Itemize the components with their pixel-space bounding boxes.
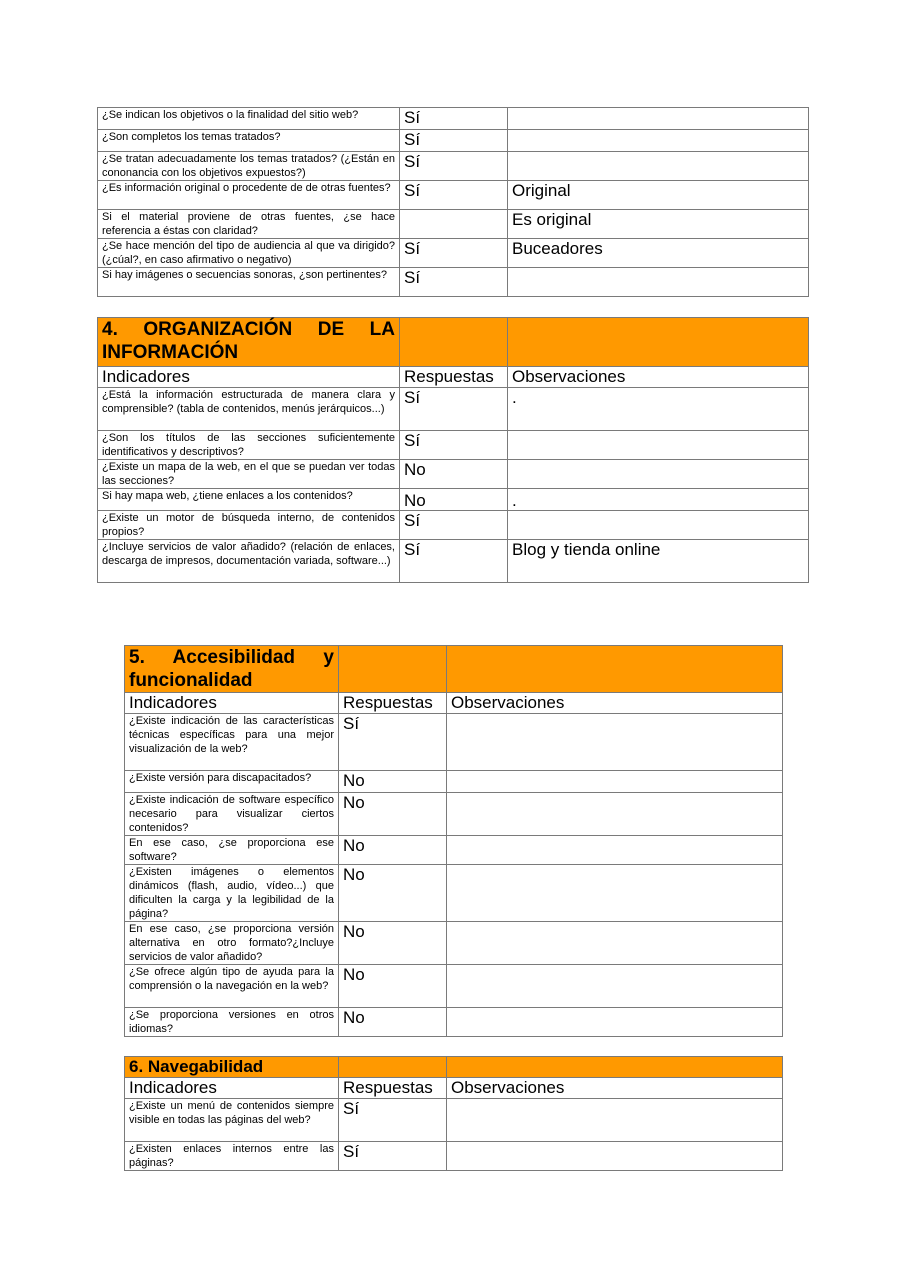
observation-cell: .	[508, 388, 809, 431]
answer-cell: No	[400, 460, 508, 489]
table-row	[125, 714, 783, 771]
indicator-cell: ¿Son completos los temas tratados?	[98, 130, 400, 152]
answer-cell: No	[339, 965, 447, 1008]
table-row	[98, 210, 809, 239]
table-row	[98, 239, 809, 268]
section-title-row	[98, 318, 809, 367]
observation-cell	[447, 1099, 783, 1142]
observation-cell	[508, 460, 809, 489]
answer-cell: Sí	[400, 540, 508, 583]
indicator-cell: ¿Existen enlaces internos entre las páginas?	[125, 1142, 339, 1171]
observation-cell	[508, 108, 809, 130]
table-row	[98, 511, 809, 540]
section5-table	[124, 645, 783, 1037]
header-indicators: Indicadores	[125, 693, 339, 714]
indicator-cell: ¿Existen imágenes o elementos dinámicos (flash, audio, vídeo...) que dificulten la carga y la legibilidad de la página?	[125, 865, 339, 922]
table-row	[98, 489, 809, 511]
answer-cell: Sí	[339, 1099, 447, 1142]
observation-cell	[447, 836, 783, 865]
title-blank-cell	[400, 318, 508, 367]
indicator-cell: ¿Existe un menú de contenidos siempre visible en todas las páginas del web?	[125, 1099, 339, 1142]
indicator-cell: Si el material proviene de otras fuentes, ¿se hace referencia a éstas con claridad?	[98, 210, 400, 239]
table-row	[125, 865, 783, 922]
answer-cell: Sí	[400, 511, 508, 540]
answer-cell: No	[400, 489, 508, 511]
header-observations: Observaciones	[447, 693, 783, 714]
indicator-cell: ¿Es información original o procedente de de otras fuentes?	[98, 181, 400, 210]
observation-cell	[508, 268, 809, 297]
table-row	[125, 922, 783, 965]
header-row	[98, 367, 809, 388]
table-row	[98, 431, 809, 460]
answer-cell: No	[339, 922, 447, 965]
indicator-cell: ¿Se tratan adecuadamente los temas tratados? (¿Están en cononancia con los objetivos expuestos?)	[98, 152, 400, 181]
answer-cell: Sí	[339, 1142, 447, 1171]
header-answers: Respuestas	[339, 1078, 447, 1099]
section3-table	[97, 107, 809, 297]
answer-cell: No	[339, 836, 447, 865]
observation-cell: Blog y tienda online	[508, 540, 809, 583]
observation-cell: Original	[508, 181, 809, 210]
table-row	[125, 793, 783, 836]
table-row	[98, 460, 809, 489]
answer-cell: Sí	[400, 130, 508, 152]
answer-cell: No	[339, 865, 447, 922]
observation-cell	[447, 1008, 783, 1037]
answer-cell: No	[339, 793, 447, 836]
section4-table	[97, 317, 809, 583]
table-row	[125, 965, 783, 1008]
table-row	[98, 152, 809, 181]
indicator-cell: ¿Se proporciona versiones en otros idiomas?	[125, 1008, 339, 1037]
table-row	[125, 771, 783, 793]
indicator-cell: ¿Incluye servicios de valor añadido? (relación de enlaces, descarga de impresos, documentación variada, software...)	[98, 540, 400, 583]
observation-cell	[508, 511, 809, 540]
header-row	[125, 693, 783, 714]
title-blank-cell	[447, 1057, 783, 1078]
indicator-cell: Si hay imágenes o secuencias sonoras, ¿son pertinentes?	[98, 268, 400, 297]
section-title: 6. Navegabilidad	[125, 1057, 339, 1078]
title-blank-cell	[508, 318, 809, 367]
table-row	[98, 108, 809, 130]
table-row	[98, 130, 809, 152]
indicator-cell: ¿Está la información estructurada de manera clara y comprensible? (tabla de contenidos, menús jerárquicos...)	[98, 388, 400, 431]
header-answers: Respuestas	[339, 693, 447, 714]
section6-table	[124, 1056, 783, 1171]
header-indicators: Indicadores	[98, 367, 400, 388]
indicator-cell: Si hay mapa web, ¿tiene enlaces a los contenidos?	[98, 489, 400, 511]
indicator-cell: En ese caso, ¿se proporciona versión alternativa en otro formato?¿Incluye servicios de valor añadido?	[125, 922, 339, 965]
answer-cell: Sí	[400, 152, 508, 181]
title-blank-cell	[339, 646, 447, 693]
table-row	[125, 1099, 783, 1142]
observation-cell	[508, 431, 809, 460]
observation-cell	[447, 1142, 783, 1171]
observation-cell: Es original	[508, 210, 809, 239]
section-title-row	[125, 1057, 783, 1078]
answer-cell: Sí	[400, 108, 508, 130]
table-row	[98, 268, 809, 297]
indicator-cell: ¿Se indican los objetivos o la finalidad del sitio web?	[98, 108, 400, 130]
table-row	[98, 540, 809, 583]
answer-cell: Sí	[400, 239, 508, 268]
table-row	[98, 181, 809, 210]
observation-cell	[447, 965, 783, 1008]
answer-cell: Sí	[400, 388, 508, 431]
answer-cell: Sí	[400, 181, 508, 210]
observation-cell	[447, 922, 783, 965]
header-answers: Respuestas	[400, 367, 508, 388]
header-row	[125, 1078, 783, 1099]
indicator-cell: En ese caso, ¿se proporciona ese software?	[125, 836, 339, 865]
indicator-cell: ¿Existe versión para discapacitados?	[125, 771, 339, 793]
indicator-cell: ¿Existe un mapa de la web, en el que se puedan ver todas las secciones?	[98, 460, 400, 489]
table-row	[125, 836, 783, 865]
answer-cell	[400, 210, 508, 239]
indicator-cell: ¿Existe indicación de software específico necesario para visualizar ciertos contenidos?	[125, 793, 339, 836]
table-row	[125, 1142, 783, 1171]
observation-cell	[447, 793, 783, 836]
section-title: 5. Accesibilidad y funcionalidad	[125, 646, 339, 693]
title-blank-cell	[339, 1057, 447, 1078]
answer-cell: No	[339, 1008, 447, 1037]
answer-cell: No	[339, 771, 447, 793]
indicator-cell: ¿Se ofrece algún tipo de ayuda para la comprensión o la navegación en la web?	[125, 965, 339, 1008]
indicator-cell: ¿Se hace mención del tipo de audiencia al que va dirigido? (¿cúal?, en caso afirmativo o negativo)	[98, 239, 400, 268]
indicator-cell: ¿Existe indicación de las características técnicas específicas para una mejor visualización de la web?	[125, 714, 339, 771]
header-observations: Observaciones	[447, 1078, 783, 1099]
section-title-row	[125, 646, 783, 693]
observation-cell	[447, 865, 783, 922]
indicator-cell: ¿Existe un motor de búsqueda interno, de contenidos propios?	[98, 511, 400, 540]
header-indicators: Indicadores	[125, 1078, 339, 1099]
table-row	[125, 1008, 783, 1037]
section-title: 4. ORGANIZACIÓN DE LA INFORMACIÓN	[98, 318, 400, 367]
title-blank-cell	[447, 646, 783, 693]
observation-cell	[508, 152, 809, 181]
answer-cell: Sí	[400, 268, 508, 297]
observation-cell	[447, 714, 783, 771]
observation-cell	[447, 771, 783, 793]
observation-cell: Buceadores	[508, 239, 809, 268]
table-row	[98, 388, 809, 431]
answer-cell: Sí	[339, 714, 447, 771]
answer-cell: Sí	[400, 431, 508, 460]
header-observations: Observaciones	[508, 367, 809, 388]
indicator-cell: ¿Son los títulos de las secciones suficientemente identificativos y descriptivos?	[98, 431, 400, 460]
observation-cell	[508, 130, 809, 152]
observation-cell: .	[508, 489, 809, 511]
